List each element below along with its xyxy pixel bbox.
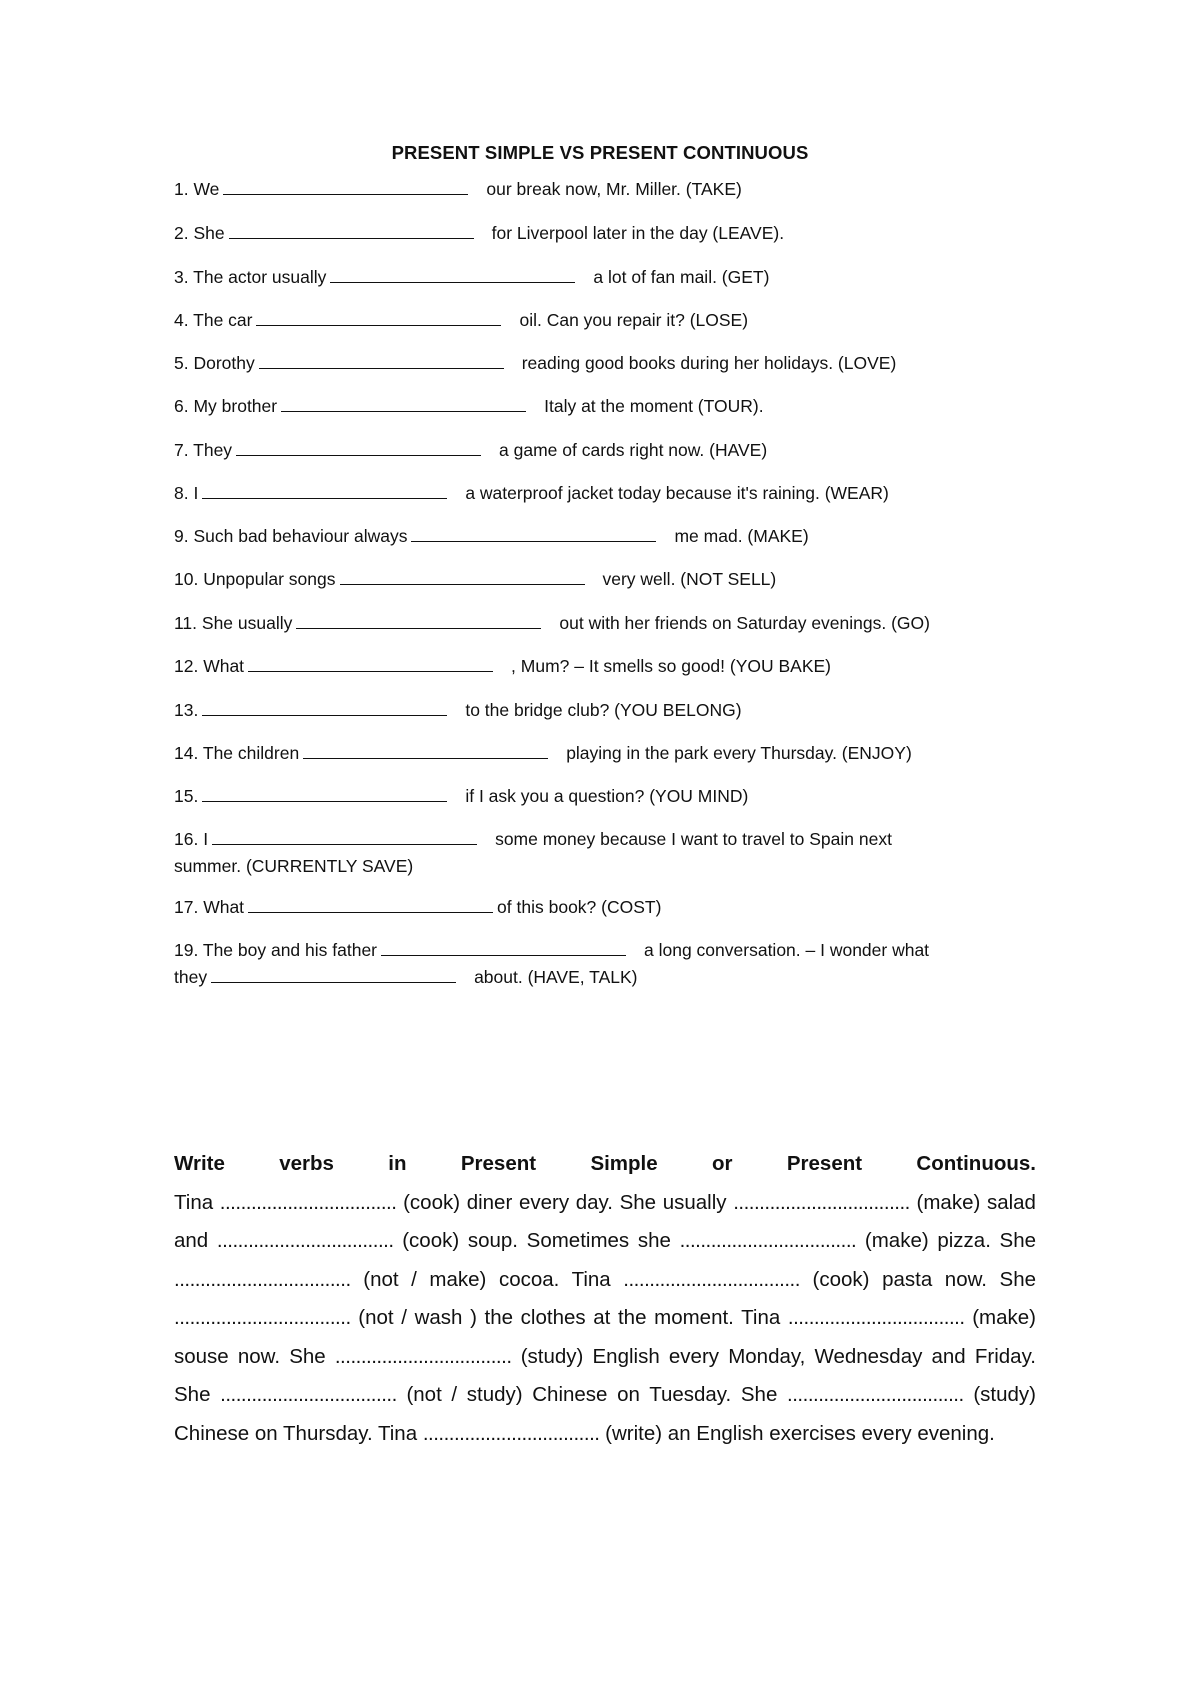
answer-blank[interactable] — [303, 742, 548, 759]
exercise-item-11: 11. She usually out with her friends on Saturday evenings. (GO) — [174, 613, 930, 633]
exercise-item-8: 8. I a waterproof jacket today because it's raining. (WEAR) — [174, 483, 889, 503]
answer-gap[interactable]: .................................. — [623, 1267, 800, 1291]
exercise-item-19: 19. The boy and his father a long conversation. – I wonder what they about. (HAVE, TALK) — [174, 940, 930, 987]
answer-blank[interactable] — [202, 699, 447, 716]
answer-blank[interactable] — [211, 966, 456, 983]
answer-gap[interactable]: .................................. — [174, 1306, 351, 1329]
exercise-2-heading: Write verbs in Present Simple or Present Continuous. — [174, 1152, 1036, 1175]
answer-blank[interactable] — [259, 352, 504, 369]
answer-gap[interactable]: .................................. — [216, 1229, 394, 1252]
answer-blank[interactable] — [256, 309, 501, 326]
exercise-item-13: 13. to the bridge club? (YOU BELONG) — [174, 700, 742, 720]
answer-gap[interactable]: .................................. — [174, 1267, 351, 1291]
exercise-item-1: 1. We our break now, Mr. Miller. (TAKE) — [174, 179, 742, 199]
answer-gap[interactable]: .................................. — [787, 1306, 965, 1329]
exercise-item-16: 16. I some money because I want to travel to Spain next summer. (CURRENTLY SAVE) — [174, 829, 892, 876]
answer-gap[interactable]: .................................. — [422, 1421, 600, 1445]
exercise-item-2: 2. She for Liverpool later in the day (LEAVE). — [174, 223, 785, 243]
answer-blank[interactable] — [381, 939, 626, 956]
answer-blank[interactable] — [248, 655, 493, 672]
answer-blank[interactable] — [212, 828, 477, 845]
answer-gap[interactable]: .................................. — [733, 1190, 910, 1214]
exercise-item-9: 9. Such bad behaviour always me mad. (MAKE) — [174, 526, 809, 546]
answer-gap[interactable]: .................................. — [679, 1229, 857, 1252]
exercise-item-15: 15. if I ask you a question? (YOU MIND) — [174, 786, 749, 806]
answer-blank[interactable] — [236, 439, 481, 456]
answer-blank[interactable] — [296, 612, 541, 629]
exercise-item-3: 3. The actor usually a lot of fan mail. (GET) — [174, 267, 770, 287]
exercise-item-10: 10. Unpopular songs very well. (NOT SELL) — [174, 569, 777, 589]
exercise-item-12: 12. What , Mum? – It smells so good! (YOU BAKE) — [174, 656, 832, 676]
page-title: PRESENT SIMPLE VS PRESENT CONTINUOUS — [391, 142, 809, 163]
exercise-item-6: 6. My brother Italy at the moment (TOUR). — [174, 396, 764, 416]
answer-gap[interactable]: .................................. — [219, 1190, 397, 1214]
answer-blank[interactable] — [248, 896, 493, 913]
answer-blank[interactable] — [229, 222, 474, 239]
exercise-item-5: 5. Dorothy reading good books during her holidays. (LOVE) — [174, 353, 897, 373]
answer-gap[interactable]: .................................. — [334, 1344, 512, 1368]
exercise-item-14: 14. The children playing in the park every Thursday. (ENJOY) — [174, 743, 912, 763]
answer-gap[interactable]: .................................. — [787, 1383, 964, 1406]
answer-gap[interactable]: .................................. — [220, 1383, 397, 1406]
answer-blank[interactable] — [340, 568, 585, 585]
exercise-item-4: 4. The car oil. Can you repair it? (LOSE) — [174, 310, 749, 330]
exercise-item-17: 17. What of this book? (COST) — [174, 897, 662, 917]
answer-blank[interactable] — [202, 785, 447, 802]
answer-blank[interactable] — [281, 395, 526, 412]
exercise-item-7: 7. They a game of cards right now. (HAVE) — [174, 440, 768, 460]
answer-blank[interactable] — [411, 525, 656, 542]
answer-blank[interactable] — [330, 266, 575, 283]
exercise-2: Write verbs in Present Simple or Present Continuous. Tina .................................. (cook) diner every day. She usually .................................. (make) salad and .................................. (cook) soup. Sometimes she .................................. (make) pizza. She .................................. (not / make) cocoa. Tina .................................. (cook) pasta now. She .................................. (not / wash ) the clothes at the moment. Tina .................................. (make) souse now. She .................................. (study) English every Monday, Wednesday and Friday. She .................................. (not / study) Chinese on Tuesday. She .................................. (study) Chinese on Thursday. Tina .................................. (write) an English exercises every evening. — [174, 1145, 1036, 1453]
answer-blank[interactable] — [223, 178, 468, 195]
answer-blank[interactable] — [202, 482, 447, 499]
